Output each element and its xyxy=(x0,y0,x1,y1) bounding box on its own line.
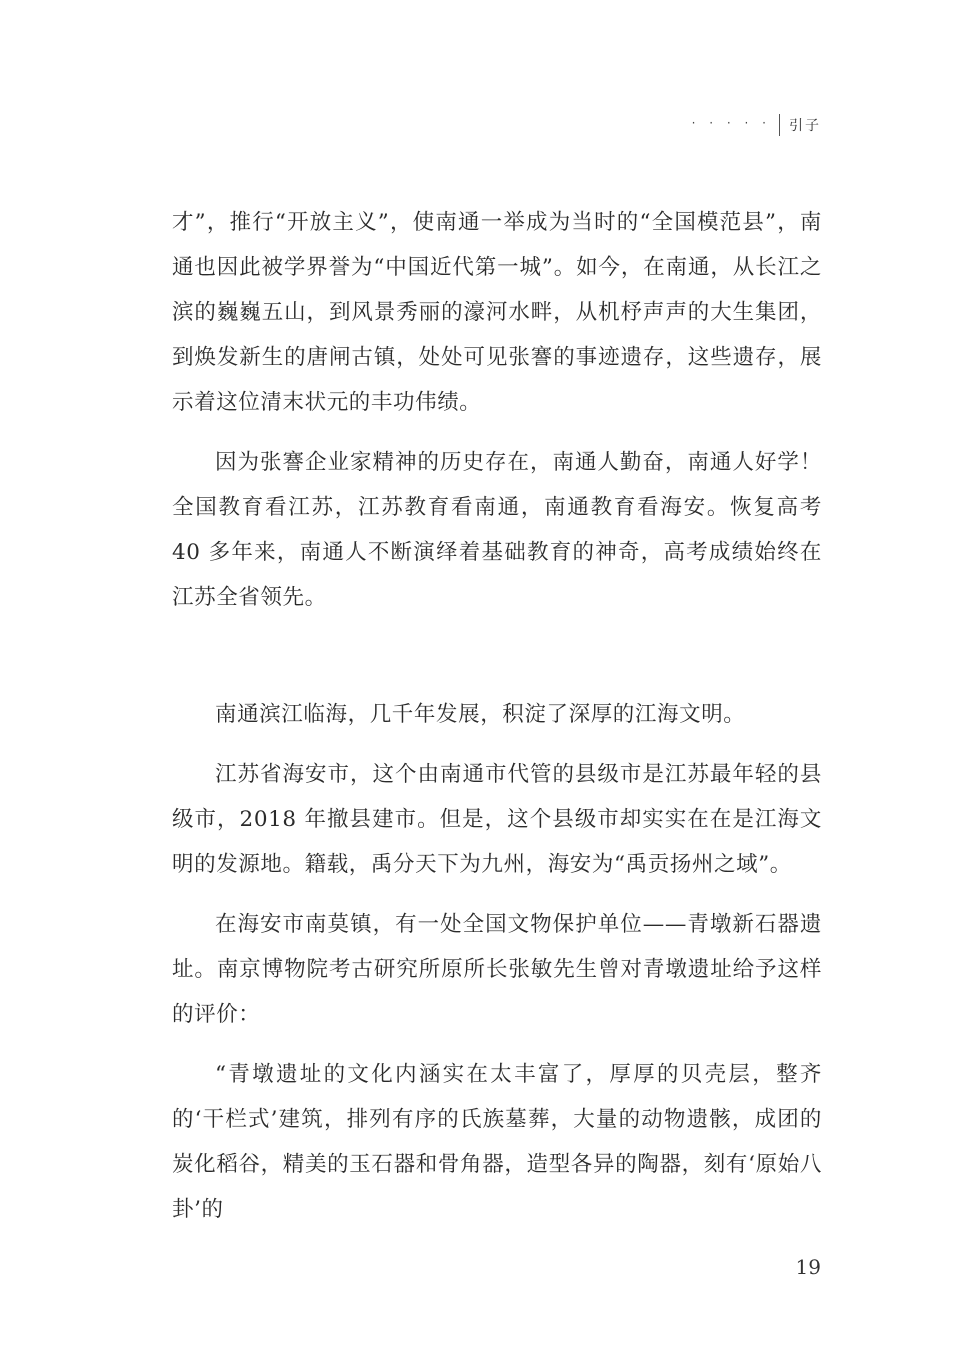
header-dots: · · · · · xyxy=(691,116,771,130)
running-header xyxy=(692,114,821,136)
paragraph-6: “青墩遗址的文化内涵实在太丰富了，厚厚的贝壳层，整齐的‘干栏式’建筑，排列有序的氏族墓葬，大量的动物遗骸，成团的炭化稻谷，精美的玉石器和骨角器，造型各异的陶器，刻有‘原始八卦’的 xyxy=(172,1062,822,1222)
page-number: 19 xyxy=(795,1255,821,1279)
paragraph-5: 在海安市南莫镇，有一处全国文物保护单位——青墩新石器遗址。南京博物院考古研究所原所长张敏先生曾对青墩遗址给予这样的评价： xyxy=(172,912,822,1027)
paragraph-3: 南通滨江临海，几千年发展，积淀了深厚的江海文明。 xyxy=(215,702,746,727)
paragraph-1: 才”，推行“开放主义”，使南通一举成为当时的“全国模范县”，南通也因此被学界誉为“中国近代第一城”。如今，在南通，从长江之滨的巍巍五山，到风景秀丽的濠河水畔，从机杼声声的大生集团，到焕发新生的唐闸古镇，处处可见张謇的事迹遗存，这些遗存，展示着这位清末状元的丰功伟绩。 xyxy=(172,210,822,415)
chapter-title: 引子 xyxy=(789,118,821,134)
header-divider xyxy=(779,114,780,136)
body-text xyxy=(172,200,822,1247)
paragraph-4: 江苏省海安市，这个由南通市代管的县级市是江苏最年轻的县级市，2018 年撤县建市。但是，这个县级市却实实在在是江海文明的发源地。籍载，禹分天下为九州，海安为“禹贡扬州之域”。 xyxy=(172,762,822,877)
paragraph-2: 因为张謇企业家精神的历史存在，南通人勤奋，南通人好学！全国教育看江苏，江苏教育看南通，南通教育看海安。恢复高考 40 多年来，南通人不断演绎着基础教育的神奇，高考成绩始终在江苏全省领先。 xyxy=(172,450,822,610)
